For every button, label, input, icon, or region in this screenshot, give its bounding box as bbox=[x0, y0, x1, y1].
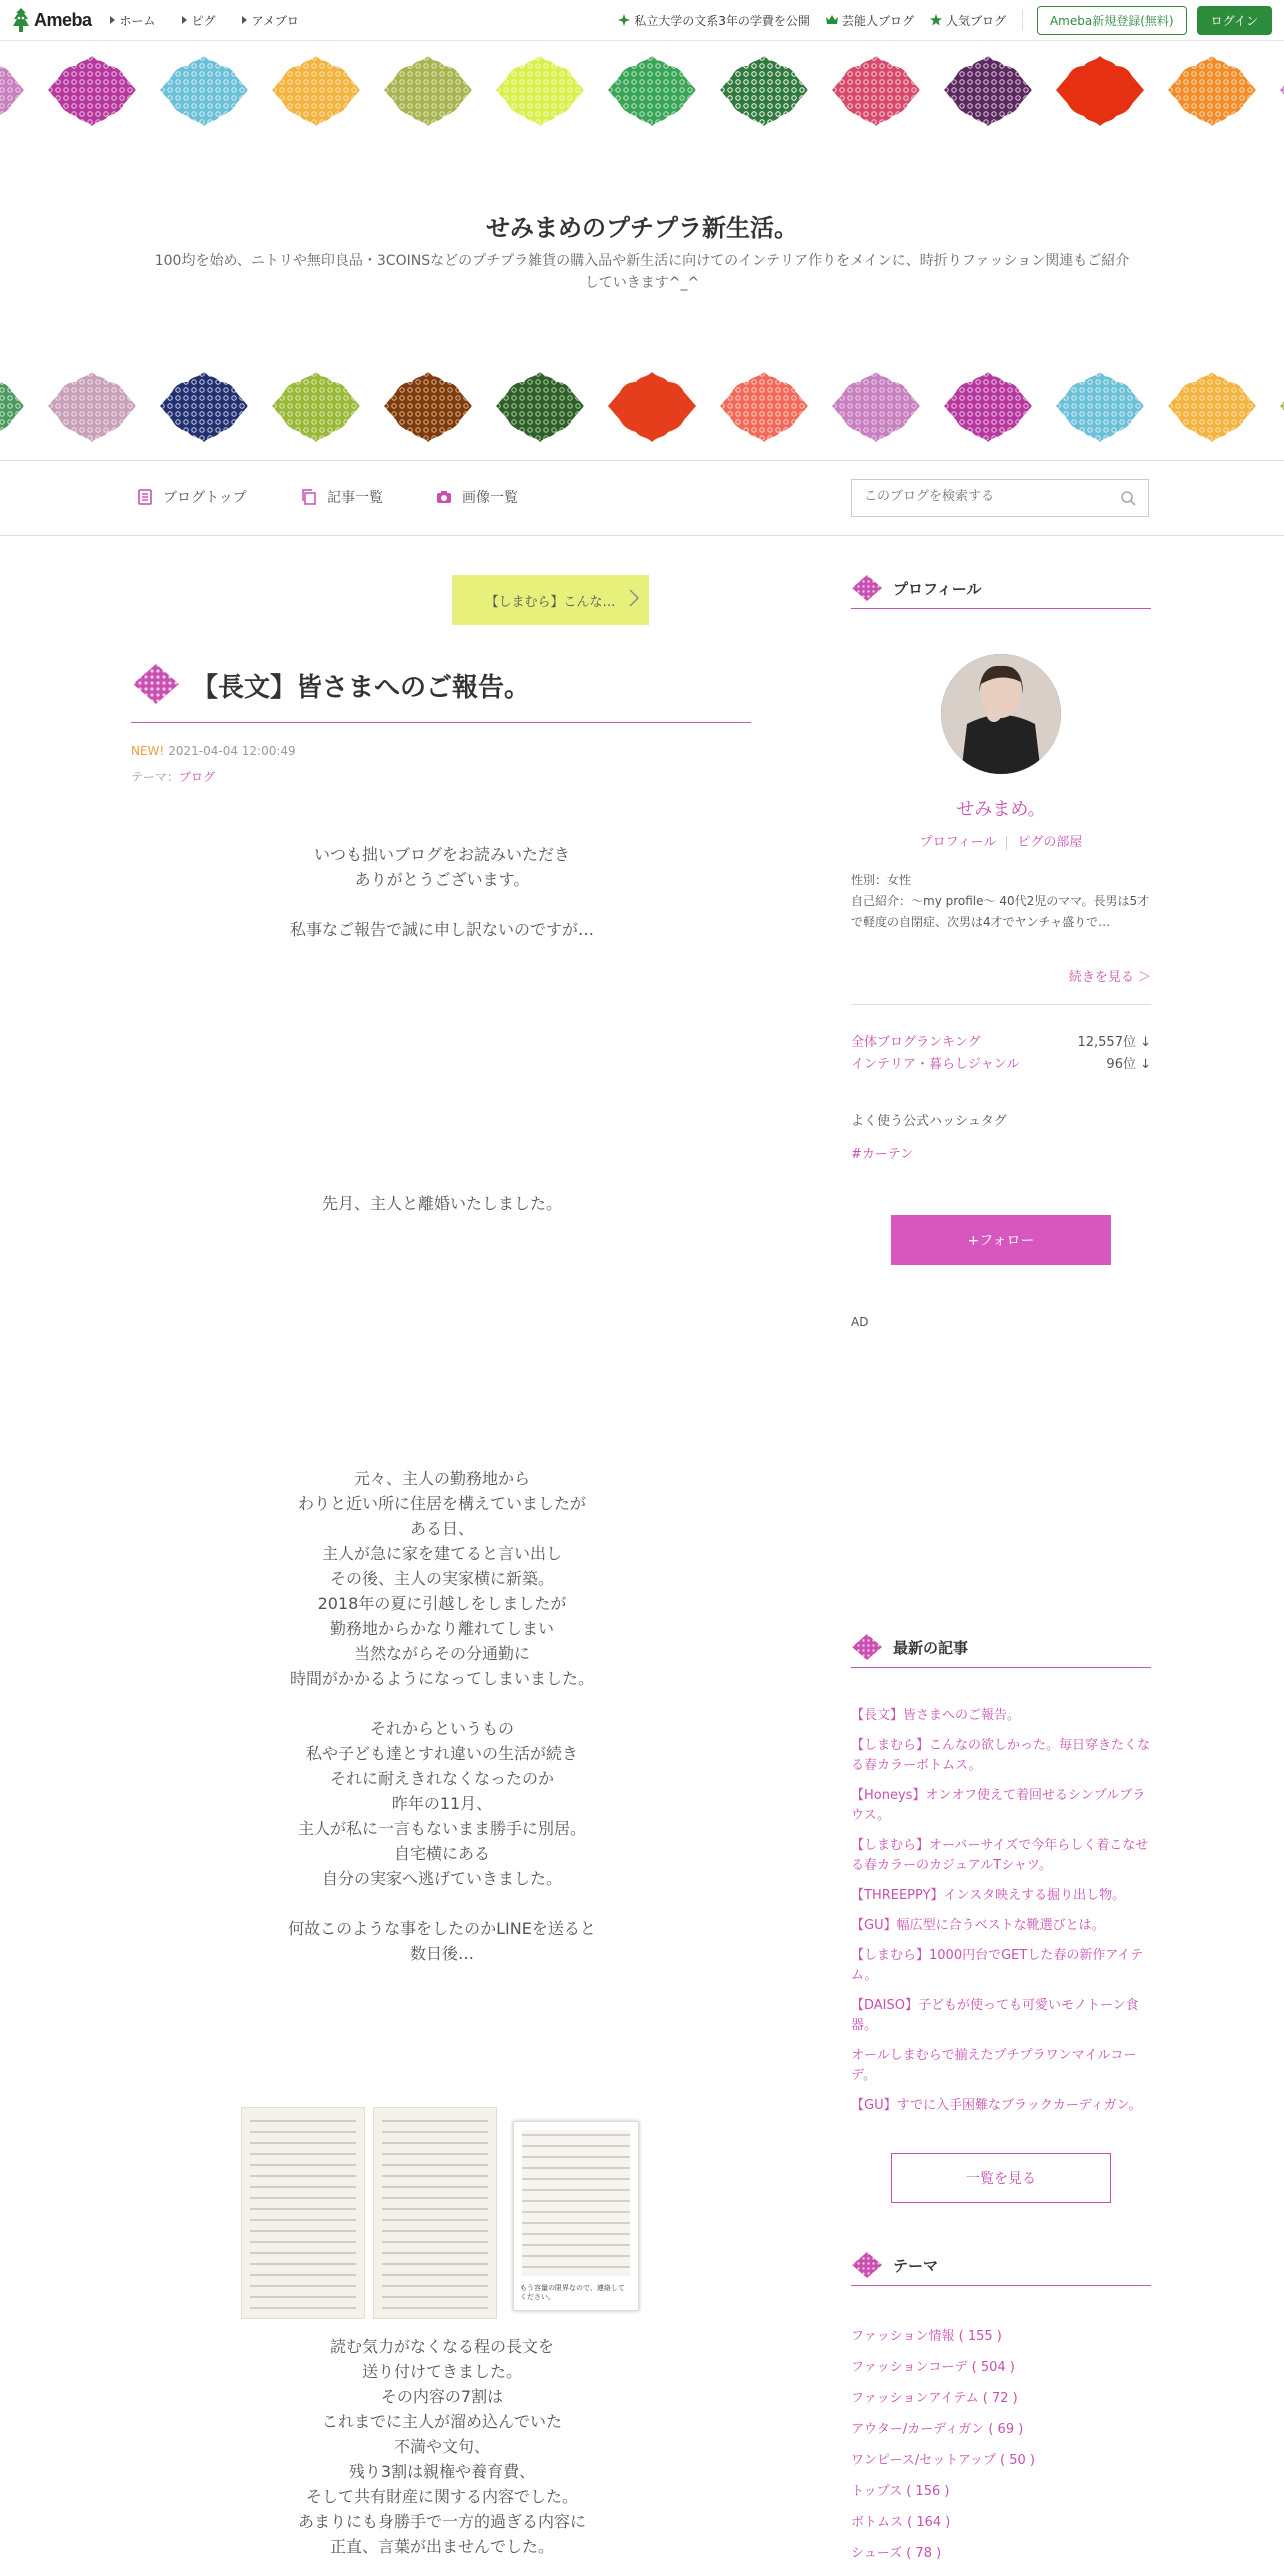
fan-pattern-motif bbox=[382, 370, 474, 444]
read-more-link[interactable]: 続きを見る ＞ bbox=[1068, 970, 1151, 985]
fan-pattern-motif bbox=[830, 54, 922, 128]
pigg-room-link[interactable]: ピグの部屋 bbox=[1017, 835, 1083, 850]
article-text-line: 主人が急に家を建てると言い出し bbox=[321, 1544, 562, 1563]
theme-item[interactable]: ファッションアイテム ( 72 ) bbox=[851, 2391, 1018, 2406]
chevron-right-icon bbox=[629, 589, 639, 607]
article-text-line: あまりにも身勝手で一方的過ぎる内容に bbox=[297, 2512, 586, 2531]
article-text-line: 元々、主人の勤務地から bbox=[353, 1469, 530, 1488]
theme-item[interactable]: ファッション情報 ( 155 ) bbox=[851, 2329, 1002, 2344]
fan-pattern-motif bbox=[606, 370, 698, 444]
tuition-link-label: 私立大学の文系3年の学費を公開 bbox=[634, 13, 810, 28]
profile-name[interactable]: せみまめ。 bbox=[956, 799, 1046, 820]
article-paragraph-4 bbox=[200, 2334, 684, 2559]
article-text-line: いつも拙いブログをお読みいただき bbox=[313, 845, 570, 864]
fan-pattern-motif bbox=[494, 54, 586, 128]
article-text-line: 残り3割は親権や養育費、 bbox=[348, 2462, 536, 2481]
themes-heading bbox=[851, 2245, 1151, 2286]
fan-pattern-motif bbox=[718, 54, 810, 128]
article-title-divider bbox=[131, 722, 751, 723]
nav-blog-top[interactable] bbox=[137, 487, 247, 507]
theme-item[interactable]: シューズ ( 78 ) bbox=[851, 2546, 942, 2561]
article-meta-date bbox=[131, 744, 296, 758]
article-text-line: それに耐えきれなくなったのか bbox=[329, 1769, 554, 1788]
hashtag-heading: よく使う公式ハッシュタグ bbox=[851, 1114, 1007, 1129]
ranking-genre[interactable] bbox=[851, 1053, 1151, 1072]
profile-links bbox=[851, 831, 1151, 850]
article-theme-label: テーマ： bbox=[131, 770, 180, 784]
hashtag-link[interactable]: #カーテン bbox=[851, 1147, 914, 1162]
fan-pattern-motif bbox=[1278, 370, 1284, 444]
fan-pattern-motif bbox=[46, 370, 138, 444]
section-heading-icon bbox=[851, 1633, 883, 1661]
line-screenshot-2[interactable] bbox=[373, 2107, 497, 2319]
blog-nav bbox=[0, 460, 1284, 536]
ranking-overall-label: 全体ブログランキング bbox=[851, 1035, 981, 1050]
sparkle-icon bbox=[618, 14, 630, 26]
profile-heading bbox=[851, 568, 1151, 609]
article-text-line: ありがとうございます。 bbox=[354, 870, 530, 889]
theme-item[interactable]: ワンピース/セットアップ ( 50 ) bbox=[851, 2453, 1035, 2468]
article-text-line: 読む気力がなくなる程の長文を bbox=[329, 2337, 554, 2356]
fan-pattern-motif bbox=[46, 54, 138, 128]
popular-blog-link[interactable] bbox=[930, 12, 1006, 29]
article-text-line bbox=[200, 892, 684, 917]
article-paragraph-1 bbox=[200, 842, 684, 942]
recent-articles-heading-label: 最新の記事 bbox=[893, 1638, 969, 1657]
recent-article-item[interactable]: 【長文】皆さまへのご報告。 bbox=[851, 1708, 1021, 1723]
article-paragraph-2 bbox=[200, 1191, 684, 1216]
document-icon bbox=[137, 489, 153, 505]
header-pattern-strip-top bbox=[0, 46, 1284, 136]
recent-article-item[interactable]: 【Honeys】オンオフ使えて着回せるシンプルブラウス。 bbox=[851, 1788, 1146, 1823]
celebrity-blog-label: 芸能人ブログ bbox=[841, 13, 914, 28]
article-text-line: ある日、 bbox=[409, 1519, 474, 1538]
recent-article-item[interactable]: オールしまむらで揃えたプチプラワンマイルコーデ。 bbox=[851, 2048, 1137, 2083]
article-text-line: 自宅横にある bbox=[393, 1844, 490, 1863]
article-text-line: 時間がかかるようになってしまいました。 bbox=[289, 1669, 594, 1688]
ad-label: AD bbox=[851, 1315, 869, 1329]
fan-pattern-motif bbox=[158, 370, 250, 444]
fan-pattern-motif bbox=[606, 54, 698, 128]
global-nav bbox=[110, 12, 325, 29]
fan-pattern-motif bbox=[158, 54, 250, 128]
blurred-text bbox=[522, 2130, 630, 2276]
article-date: 2021-04-04 12:00:49 bbox=[168, 744, 296, 758]
new-badge: NEW! bbox=[131, 744, 165, 758]
article-text-line bbox=[200, 1691, 684, 1716]
nav-blog-top-label: ブログトップ bbox=[163, 490, 247, 506]
article-meta-theme bbox=[131, 768, 215, 785]
fan-pattern-motif bbox=[1166, 370, 1258, 444]
recent-article-item[interactable]: 【GU】すでに入手困難なブラックカーディガン。 bbox=[851, 2098, 1142, 2113]
blog-search-input[interactable] bbox=[862, 488, 1106, 505]
article-text-line: わりと近い所に住居を構えていましたが bbox=[297, 1494, 586, 1513]
article-text-line: 当然ながらその分通勤に bbox=[353, 1644, 530, 1663]
recent-article-item[interactable]: 【GU】幅広型に合うベストな靴選びとは。 bbox=[851, 1918, 1105, 1933]
ranking-overall[interactable] bbox=[851, 1031, 1151, 1050]
global-header bbox=[0, 0, 1284, 41]
article-text-line: その内容の7割は bbox=[380, 2387, 504, 2406]
tuition-link[interactable] bbox=[618, 12, 810, 29]
article-title-icon bbox=[131, 662, 181, 706]
recent-articles-heading bbox=[851, 1627, 1151, 1668]
avatar-photo bbox=[941, 654, 1061, 774]
article-text-line: 2018年の夏に引越しをしましたが bbox=[317, 1594, 567, 1613]
blurred-text bbox=[382, 2116, 488, 2310]
blurred-text bbox=[250, 2116, 356, 2310]
ranking-overall-value: 12,557位 ↓ bbox=[1077, 1035, 1151, 1050]
article-text-line: 自分の実家へ逃げていきました。 bbox=[321, 1869, 562, 1888]
recent-article-item[interactable]: 【しまむら】こんなの欲しかった。毎日穿きたくなる春カラーボトムス。 bbox=[851, 1738, 1151, 1773]
nav-home[interactable]: ホーム bbox=[110, 12, 156, 29]
follow-button[interactable]: +フォロー bbox=[891, 1215, 1111, 1265]
section-heading-icon bbox=[851, 574, 883, 602]
view-all-articles-button[interactable]: 一覧を見る bbox=[891, 2153, 1111, 2203]
fan-pattern-motif bbox=[1054, 54, 1146, 128]
section-heading-icon bbox=[851, 2251, 883, 2279]
copy-icon bbox=[301, 489, 317, 505]
article-text-line: 主人が私に一言もないまま勝手に別居。 bbox=[297, 1819, 586, 1838]
profile-details bbox=[851, 870, 1151, 933]
fan-pattern-motif bbox=[830, 370, 922, 444]
article-text-line: 私や子ども達とすれ違いの生活が続き bbox=[305, 1744, 578, 1763]
blog-search bbox=[851, 479, 1149, 517]
fan-pattern-motif bbox=[1054, 370, 1146, 444]
blog-description: 100均を始め、ニトリや無印良品・3COINSなどのプチプラ雑貨の購入品や新生活に向けてのインテリア作りをメインに、時折りファッション関連もご紹介していきます^_^ bbox=[154, 253, 1130, 291]
themes-heading-label: テーマ bbox=[893, 2256, 939, 2275]
login-button[interactable]: ログイン bbox=[1197, 6, 1272, 35]
recent-article-item[interactable]: 【THREEPPY】インスタ映えする掘り出し物。 bbox=[851, 1888, 1126, 1903]
article-theme-link[interactable]: ブログ bbox=[179, 770, 216, 784]
nav-article-list-label: 記事一覧 bbox=[327, 490, 383, 506]
link-divider bbox=[1006, 836, 1007, 850]
recent-article-item[interactable]: 【DAISO】子どもが使っても可愛いモノトーン食器。 bbox=[851, 1998, 1139, 2033]
theme-item[interactable]: アウター/カーディガン ( 69 ) bbox=[851, 2422, 1024, 2437]
fan-pattern-motif bbox=[0, 370, 26, 444]
article-text-line bbox=[200, 1891, 684, 1916]
profile-gender: 性別：女性 bbox=[851, 873, 912, 887]
article-text-line: 私事なご報告で誠に申し訳ないのですが… bbox=[289, 920, 594, 939]
previous-article-button[interactable] bbox=[452, 575, 649, 625]
article-text-line: 送り付けてきました。 bbox=[361, 2362, 522, 2381]
fan-pattern-motif bbox=[270, 54, 362, 128]
header-pattern-strip-bottom bbox=[0, 362, 1284, 452]
ameba-logo[interactable] bbox=[12, 7, 92, 33]
screenshot-caption: もう容量の限界なので、連絡してください。 bbox=[520, 2284, 625, 2301]
profile-divider bbox=[851, 1004, 1151, 1005]
theme-item[interactable]: ファッションコーデ ( 504 ) bbox=[851, 2360, 1015, 2375]
article-text-line: 何故このような事をしたのかLINEを送ると bbox=[288, 1919, 596, 1938]
header-right bbox=[602, 0, 1272, 40]
line-screenshot-1[interactable] bbox=[241, 2107, 365, 2319]
nav-image-list[interactable] bbox=[436, 487, 518, 507]
article-text-line: 正直、言葉が出ませんでした。 bbox=[329, 2537, 554, 2556]
crown-icon bbox=[826, 14, 838, 26]
article-text-line: そして共有財産に関する内容でした。 bbox=[305, 2487, 578, 2506]
fan-pattern-motif bbox=[1166, 54, 1258, 128]
article-text-line: 不満や文句、 bbox=[393, 2437, 490, 2456]
line-screenshot-3[interactable] bbox=[513, 2121, 639, 2311]
article-title[interactable]: 【長文】皆さまへのご報告。 bbox=[192, 673, 531, 703]
ranking-genre-label: インテリア・暮らしジャンル bbox=[851, 1057, 1020, 1072]
profile-intro: 自己紹介：～my profile～ 40代2児のママ。長男は5才で軽度の自閉症、次男は4才でヤンチャ盛りで… bbox=[851, 894, 1150, 929]
popular-blog-label: 人気ブログ bbox=[945, 13, 1006, 28]
celebrity-blog-link[interactable] bbox=[826, 12, 914, 29]
theme-item[interactable]: ボトムス ( 164 ) bbox=[851, 2515, 951, 2530]
fan-pattern-motif bbox=[942, 370, 1034, 444]
previous-article-label: 【しまむら】こんな… bbox=[485, 594, 616, 610]
fan-pattern-motif bbox=[942, 54, 1034, 128]
camera-icon bbox=[436, 489, 452, 505]
nav-amebro[interactable]: アメブロ bbox=[242, 12, 299, 29]
nav-pigg[interactable]: ピグ bbox=[182, 12, 216, 29]
ranking-genre-value: 96位 ↓ bbox=[1106, 1057, 1151, 1072]
article-text-line: それからというもの bbox=[369, 1719, 514, 1738]
fan-pattern-motif bbox=[0, 54, 26, 128]
avatar[interactable] bbox=[941, 654, 1061, 774]
ameba-logo-text: Ameba bbox=[34, 9, 92, 30]
theme-item[interactable]: トップス ( 156 ) bbox=[851, 2484, 950, 2499]
article-text-line: 勤務地からかなり離れてしまい bbox=[329, 1619, 554, 1638]
search-icon[interactable] bbox=[1120, 490, 1136, 506]
article-paragraph-3 bbox=[200, 1466, 684, 1966]
fan-pattern-motif bbox=[270, 370, 362, 444]
recent-article-item[interactable]: 【しまむら】1000円台でGETした春の新作アイテム。 bbox=[851, 1948, 1144, 1983]
fan-pattern-motif bbox=[718, 370, 810, 444]
fan-pattern-motif bbox=[494, 370, 586, 444]
nav-image-list-label: 画像一覧 bbox=[462, 490, 518, 506]
article-text-line: その後、主人の実家横に新築。 bbox=[329, 1569, 554, 1588]
article-text-line: 先月、主人と離婚いたしました。 bbox=[321, 1194, 562, 1213]
ameba-logo-icon bbox=[12, 7, 30, 33]
article-text-line: これまでに主人が溜め込んでいた bbox=[321, 2412, 562, 2431]
line-screenshots[interactable] bbox=[241, 2107, 643, 2319]
nav-article-list[interactable] bbox=[301, 487, 383, 507]
header-divider bbox=[1022, 9, 1023, 31]
star-icon bbox=[930, 14, 942, 26]
fan-pattern-motif bbox=[1278, 54, 1284, 128]
register-button[interactable]: Ameba新規登録(無料) bbox=[1037, 6, 1187, 35]
profile-link[interactable]: プロフィール bbox=[919, 835, 997, 850]
recent-article-item[interactable]: 【しまむら】オーバーサイズで今年らしく着こなせる春カラーのカジュアルTシャツ。 bbox=[851, 1838, 1149, 1873]
profile-heading-label: プロフィール bbox=[893, 579, 982, 598]
blog-title[interactable]: せみまめのプチプラ新生活。 bbox=[486, 214, 798, 242]
article-text-line: 数日後… bbox=[409, 1944, 474, 1963]
fan-pattern-motif bbox=[382, 54, 474, 128]
article-text-line: 昨年の11月、 bbox=[391, 1794, 493, 1813]
